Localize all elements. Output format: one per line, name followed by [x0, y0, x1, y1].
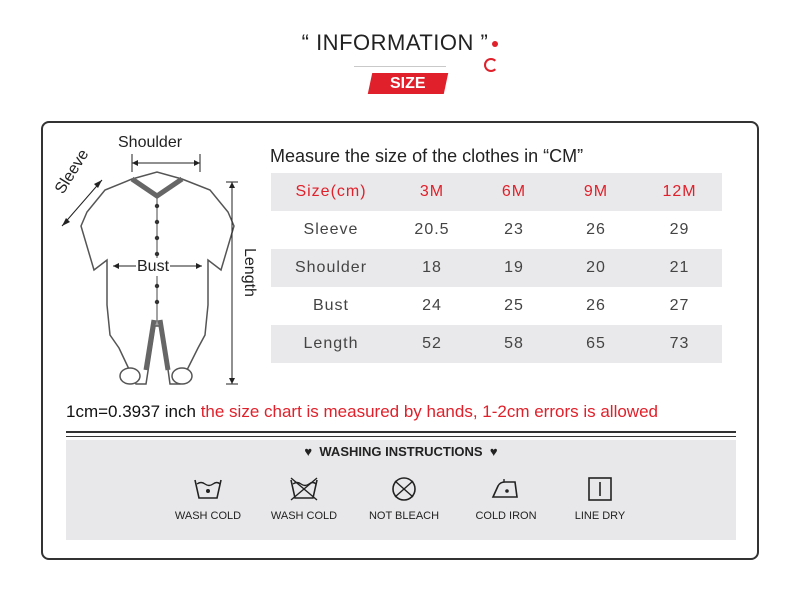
shoulder-label: Shoulder	[118, 134, 183, 151]
table-cell: 25	[504, 297, 524, 314]
table-cell: 27	[669, 297, 690, 314]
washing-title	[66, 444, 736, 459]
conversion-text: 1cm=0.3937 inch	[66, 402, 196, 421]
table-cell: 65	[586, 335, 606, 352]
title-divider	[354, 66, 446, 67]
table-header-row	[271, 173, 722, 211]
page-title-text: “ INFORMATION ”	[301, 30, 489, 55]
table-cell: 29	[669, 221, 690, 238]
wash-item	[160, 476, 256, 522]
wash-item	[552, 476, 648, 522]
wash-item-label: NOT BLEACH	[368, 510, 440, 522]
table-cell: 23	[504, 221, 524, 238]
table-cell: 52	[422, 335, 442, 352]
bust-label: Bust	[137, 258, 170, 275]
measurement-note	[66, 402, 658, 422]
table-row	[271, 211, 722, 249]
divider-top	[66, 431, 736, 433]
header-3m-cell: 3M	[419, 183, 445, 200]
table-cell: 21	[669, 259, 690, 276]
swirl-icon	[484, 58, 498, 72]
red-dot-icon	[492, 41, 498, 47]
wash-item	[356, 476, 452, 522]
header-6m-cell: 6M	[501, 183, 527, 200]
size-badge	[368, 73, 448, 94]
size-badge-label: SIZE	[390, 75, 426, 92]
table-cell: 18	[422, 259, 442, 276]
wash-tub-dot-icon	[193, 476, 223, 502]
wash-item-label: COLD IRON	[475, 510, 537, 522]
table-row	[271, 325, 722, 363]
divider-top-thin	[66, 436, 736, 437]
table-caption: Measure the size of the clothes in “CM”	[270, 146, 584, 166]
header-12m-cell: 12M	[662, 183, 697, 200]
length-label: Length	[241, 248, 258, 297]
wash-item	[458, 476, 554, 522]
table-row	[271, 249, 722, 287]
error-warning-text: the size chart is measured by hands, 1-2cm errors is allowed	[200, 402, 658, 421]
sleeve-label: Sleeve	[52, 146, 93, 198]
heart-icon: ♥	[304, 444, 313, 459]
wash-item-label: LINE DRY	[574, 510, 626, 522]
page-title	[0, 30, 800, 56]
table-cell: 58	[504, 335, 524, 352]
heart-icon: ♥	[489, 444, 498, 459]
row-label-cell: Length	[303, 335, 359, 352]
header-size-cell: Size(cm)	[295, 183, 367, 200]
garment-figure	[50, 130, 270, 400]
header-9m-cell: 9M	[583, 183, 609, 200]
size-table	[271, 173, 722, 363]
washing-instructions	[66, 440, 736, 540]
washing-title-text: WASHING INSTRUCTIONS	[319, 444, 483, 459]
wash-item	[256, 476, 352, 522]
wash-item-label: WASH COLD	[270, 510, 338, 522]
table-cell: 26	[586, 297, 606, 314]
table-cell: 26	[586, 221, 606, 238]
iron-icon	[490, 476, 522, 502]
row-label-cell: Shoulder	[294, 259, 368, 276]
row-label-cell: Bust	[312, 297, 349, 314]
wash-item-label: WASH COLD	[174, 510, 242, 522]
table-cell: 19	[504, 259, 524, 276]
table-row	[271, 287, 722, 325]
line-dry-icon	[585, 476, 615, 502]
no-bleach-icon	[389, 476, 419, 502]
table-cell: 73	[669, 335, 690, 352]
table-cell: 20.5	[414, 221, 450, 238]
row-label-cell: Sleeve	[303, 221, 359, 238]
do-not-wash-icon	[288, 476, 320, 502]
table-cell: 20	[586, 259, 606, 276]
table-cell: 24	[422, 297, 442, 314]
